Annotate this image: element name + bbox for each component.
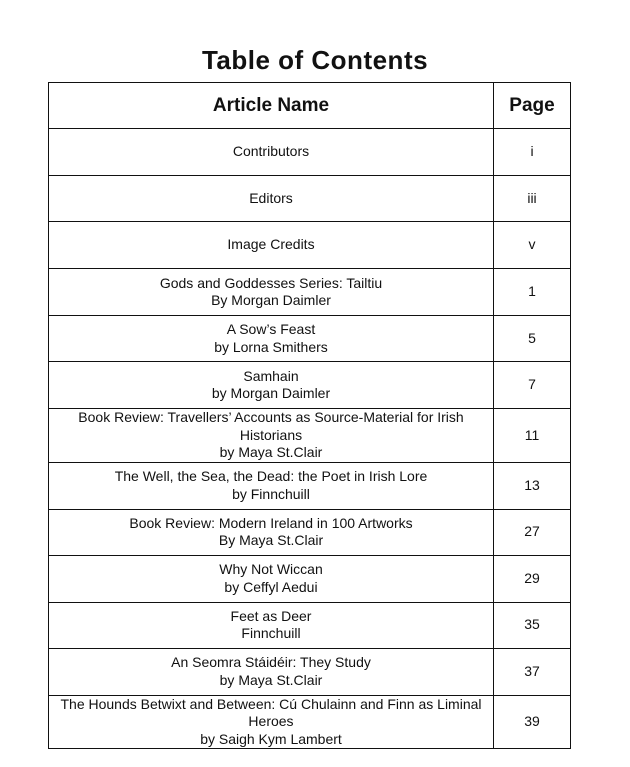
article-line: Contributors <box>232 143 310 160</box>
page-cell: 13 <box>494 462 571 509</box>
page-cell: 37 <box>494 648 571 695</box>
table-row <box>49 222 571 269</box>
article-line: Gods and Goddesses Series: Tailtiu <box>159 274 383 291</box>
page-cell: 39 <box>494 695 571 749</box>
article-line: The Well, the Sea, the Dead: the Poet in Irish Lore <box>114 468 428 484</box>
article-name-header: Article Name <box>49 83 494 129</box>
article-line: by Saigh Kym Lambert <box>200 730 342 747</box>
article-cell <box>49 222 494 269</box>
article-line: by Lorna Smithers <box>214 338 328 355</box>
table-row <box>49 362 571 409</box>
article-cell <box>49 269 494 316</box>
article-line: Finnchuill <box>241 625 301 641</box>
page-cell: 35 <box>494 602 571 648</box>
article-cell <box>49 409 494 463</box>
article-cell <box>49 648 494 695</box>
article-line: Book Review: Travellers’ Accounts as Source-Material for Irish <box>78 409 464 425</box>
page-header: Page <box>494 83 571 129</box>
article-line: Why Not Wiccan <box>219 561 323 577</box>
article-cell <box>49 555 494 602</box>
table-row <box>49 409 571 463</box>
table-row <box>49 695 571 749</box>
article-line: By Maya St.Clair <box>218 532 324 548</box>
article-cell <box>49 129 494 176</box>
page-title: Table of Contents <box>201 45 429 75</box>
article-line: by Maya St.Clair <box>219 671 323 688</box>
table-row <box>49 316 571 362</box>
table-row <box>49 509 571 555</box>
page-cell: 11 <box>494 409 571 463</box>
article-cell <box>49 316 494 362</box>
table-row <box>49 269 571 316</box>
page-cell: iii <box>494 176 571 222</box>
contents-table <box>48 82 571 749</box>
article-line: Historians <box>239 426 303 443</box>
article-cell <box>49 602 494 648</box>
article-line: By Morgan Daimler <box>211 292 331 308</box>
article-cell <box>49 176 494 222</box>
article-line: by Finnchuill <box>232 485 310 502</box>
table-row <box>49 648 571 695</box>
article-line: An Seomra Stáidéir: They Study <box>171 654 371 670</box>
header-row <box>49 83 571 129</box>
page-cell: 5 <box>494 316 571 362</box>
table-row <box>49 555 571 602</box>
article-line: Samhain <box>243 367 299 384</box>
article-line: Feet as Deer <box>230 607 312 624</box>
article-line: A Sow’s Feast <box>226 321 316 337</box>
article-line: by Morgan Daimler <box>211 385 331 401</box>
article-cell <box>49 695 494 749</box>
table-row <box>49 602 571 648</box>
article-line: Editors <box>249 189 293 206</box>
page-cell: i <box>494 129 571 176</box>
page-cell: 29 <box>494 555 571 602</box>
article-cell <box>49 462 494 509</box>
table-row <box>49 129 571 176</box>
page-cell: v <box>494 222 571 269</box>
table-row <box>49 176 571 222</box>
page-cell: 1 <box>494 269 571 316</box>
page-cell: 27 <box>494 509 571 555</box>
article-line: Book Review: Modern Ireland in 100 Artworks <box>129 514 413 531</box>
article-line: The Hounds Betwixt and Between: Cú Chulainn and Finn as Liminal <box>60 695 482 712</box>
article-line: by Ceffyl Aedui <box>224 578 318 595</box>
article-cell <box>49 362 494 409</box>
table-row <box>49 462 571 509</box>
article-line: by Maya St.Clair <box>219 444 323 460</box>
page-cell: 7 <box>494 362 571 409</box>
article-line: Heroes <box>248 713 294 729</box>
article-cell <box>49 509 494 555</box>
article-line: Image Credits <box>227 236 315 253</box>
